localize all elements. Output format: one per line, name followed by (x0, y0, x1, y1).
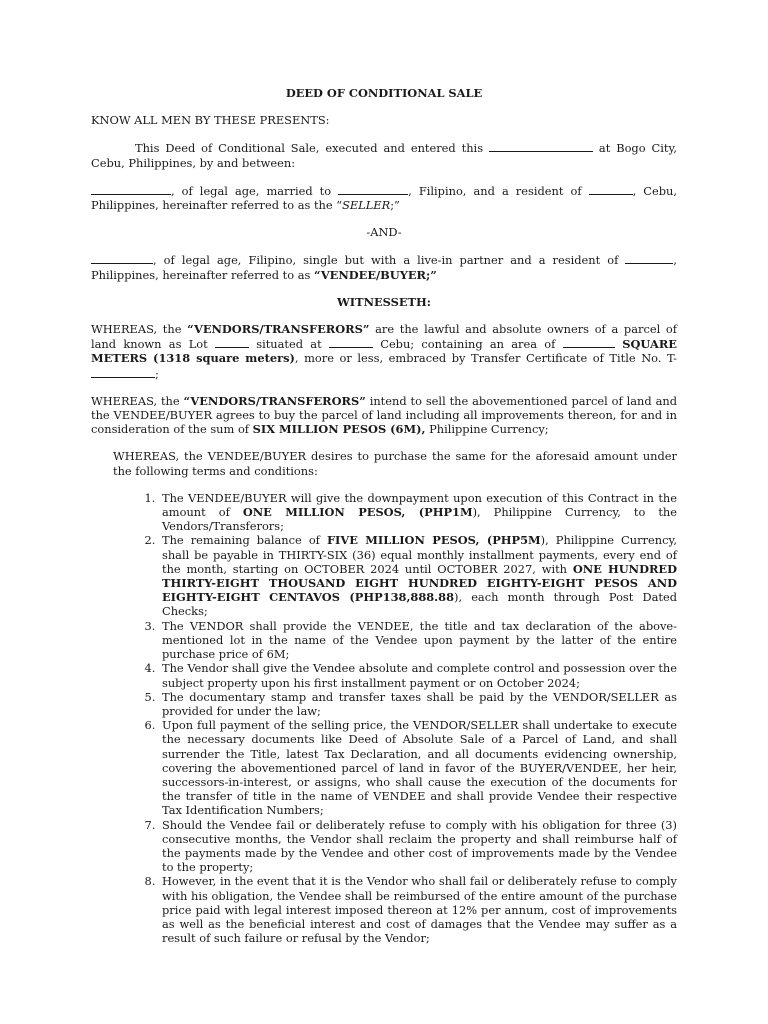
term-2-text-c: ), Philippine Currency, shall be payable in THIRTY-SIX (36) equal monthly installment payments, every end of the month, starting on OCTOBER 2024 until OCTOBER 2027, with (162, 533, 678, 576)
buyer-residence-blank (625, 252, 673, 264)
buyer-text-a: , of legal age, Filipino, single but with a live-in partner and a resident of (153, 253, 626, 268)
whereas1-text-d: situated at (248, 337, 329, 352)
term-1-text-c: ), Philippine Currency, to the Vendors/Transferors; (162, 505, 678, 534)
date-blank (489, 140, 593, 152)
term-1-amount: ONE MILLION PESOS, (PHP1M (242, 505, 473, 520)
whereas1-text-e: Cebu; containing an area of (372, 337, 563, 352)
whereas2-owners-term: “VENDORS/TRANSFERORS” (183, 393, 366, 408)
and-separator: -AND- (366, 225, 402, 240)
lot-number-blank (215, 336, 249, 348)
terms-list (91, 491, 677, 946)
whereas1-text-c: are the lawful and absolute owners of a parcel of land known as Lot (91, 322, 677, 352)
whereas1-text-g: , more or less, embraced by Transfer Certificate of Title No. T- (294, 351, 677, 366)
list-item: 4. The Vendor shall give the Vendee absolute and complete control and possession over the subject property upon his first installment payment or on October 2024; (159, 661, 677, 689)
whereas-paragraph-3: WHEREAS, the VENDEE/BUYER desires to purchase the same for the aforesaid amount under the following terms and conditions: (113, 449, 677, 478)
whereas2-price: SIX MILLION PESOS (6M), (252, 422, 426, 437)
buyer-name-blank (91, 252, 153, 264)
seller-paragraph (91, 183, 677, 212)
term-1-text-a: The VENDEE/BUYER will give the downpayment upon execution of this Contract in the amount of (162, 490, 677, 520)
whereas1-area: SQUARE METERS (1318 square meters) (91, 337, 677, 366)
whereas1-owners-term: “VENDORS/TRANSFERORS” (187, 322, 370, 337)
seller-name-blank (91, 183, 171, 195)
buyer-term: “VENDEE/BUYER;” (313, 267, 437, 282)
seller-term: SELLER (342, 198, 391, 213)
list-item (159, 533, 677, 618)
whereas-paragraph-1 (91, 322, 677, 381)
intro-text-a: This Deed of Conditional Sale, executed and entered this (135, 141, 489, 156)
list-item: 3. The VENDOR shall provide the VENDEE, the title and tax declaration of the above-mentioned lot in the name of the Vendee upon payment by the latter of the entire purchase price of 6M; (159, 619, 677, 662)
intro-text-b: at Bogo City, Cebu, Philippines, by and between: (91, 141, 677, 170)
whereas2-text-e: Philippine Currency; (425, 422, 549, 437)
title-number-blank (91, 366, 155, 378)
buyer-text-b: , Philippines, hereinafter referred to as (91, 253, 677, 282)
whereas-paragraph-2 (91, 394, 677, 437)
witnesseth-heading: WITNESSETH: (336, 294, 432, 309)
spouse-blank (338, 183, 408, 195)
area-blank (563, 336, 615, 348)
term-2-text-a: The remaining balance of (162, 533, 327, 548)
intro-paragraph (91, 140, 677, 169)
list-item: 8. However, in the event that it is the Vendor who shall fail or deliberately refuse to comply with his obligation, the Vendee shall be reimbursed of the entire amount of the purchase price paid with legal interest imposed thereon at 12% per annum, cost of improvements as well as the beneficial interest and cost of damages that the Vendee may suffer as a result of such failure or refusal by the Vendor; (159, 874, 677, 945)
whereas1-text-h: ; (155, 366, 159, 381)
seller-residence-blank (589, 183, 633, 195)
seller-text-c: , Cebu, Philippines, hereinafter referred to as the “ (91, 183, 677, 213)
document-title: DEED OF CONDITIONAL SALE (285, 86, 483, 100)
seller-text-e: ;” (390, 198, 400, 213)
list-item (159, 491, 677, 534)
term-2-monthly-amount: ONE HUNDRED THIRTY-EIGHT THOUSAND EIGHT HUNDRED EIGHTY-EIGHT PESOS AND EIGHTY-EIGHT CENTAVOS (PHP138,888.88 (162, 561, 677, 605)
buyer-paragraph (91, 252, 677, 281)
list-item: 6. Upon full payment of the selling price, the VENDOR/SELLER shall undertake to execute the necessary documents like Deed of Absolute Sale of a Parcel of Land, and shall surrender the Title, latest Tax Declaration, and all documents evidencing ownership, covering the abovementioned parcel of land in favor of the BUYER/VENDEE, her heir, successors-in-interest, or assigns, who shall cause the execution of the documents for the transfer of title in the name of VENDEE and shall provide Vendee their respective Tax Identification Numbers; (159, 718, 677, 817)
list-item: 5. The documentary stamp and transfer taxes shall be paid by the VENDOR/SELLER as provided for under the law; (159, 690, 677, 718)
whereas1-text-a: WHEREAS, the (91, 322, 188, 337)
term-2-text-e: ), each month through Post Dated Checks; (162, 590, 677, 619)
seller-text-b: , Filipino, and a resident of (408, 183, 589, 198)
location-blank (329, 336, 373, 348)
whereas2-text-c: intend to sell the abovementioned parcel of land and the VENDEE/BUYER agrees to buy the parcel of land including all improvements thereon, for and in consideration of the sum of (91, 393, 677, 437)
seller-text-a: , of legal age, married to (171, 183, 339, 198)
whereas2-text-a: WHEREAS, the (91, 393, 184, 408)
term-2-amount: FIVE MILLION PESOS, (PHP5M (326, 533, 541, 548)
opening-line: KNOW ALL MEN BY THESE PRESENTS: (91, 113, 330, 128)
list-item: 7. Should the Vendee fail or deliberately refuse to comply with his obligation for three (3) consecutive months, the Vendor shall reclaim the property and shall reimburse half of the payments made by the Vendee and other cost of improvements made by the Vendee to the property; (159, 818, 677, 875)
